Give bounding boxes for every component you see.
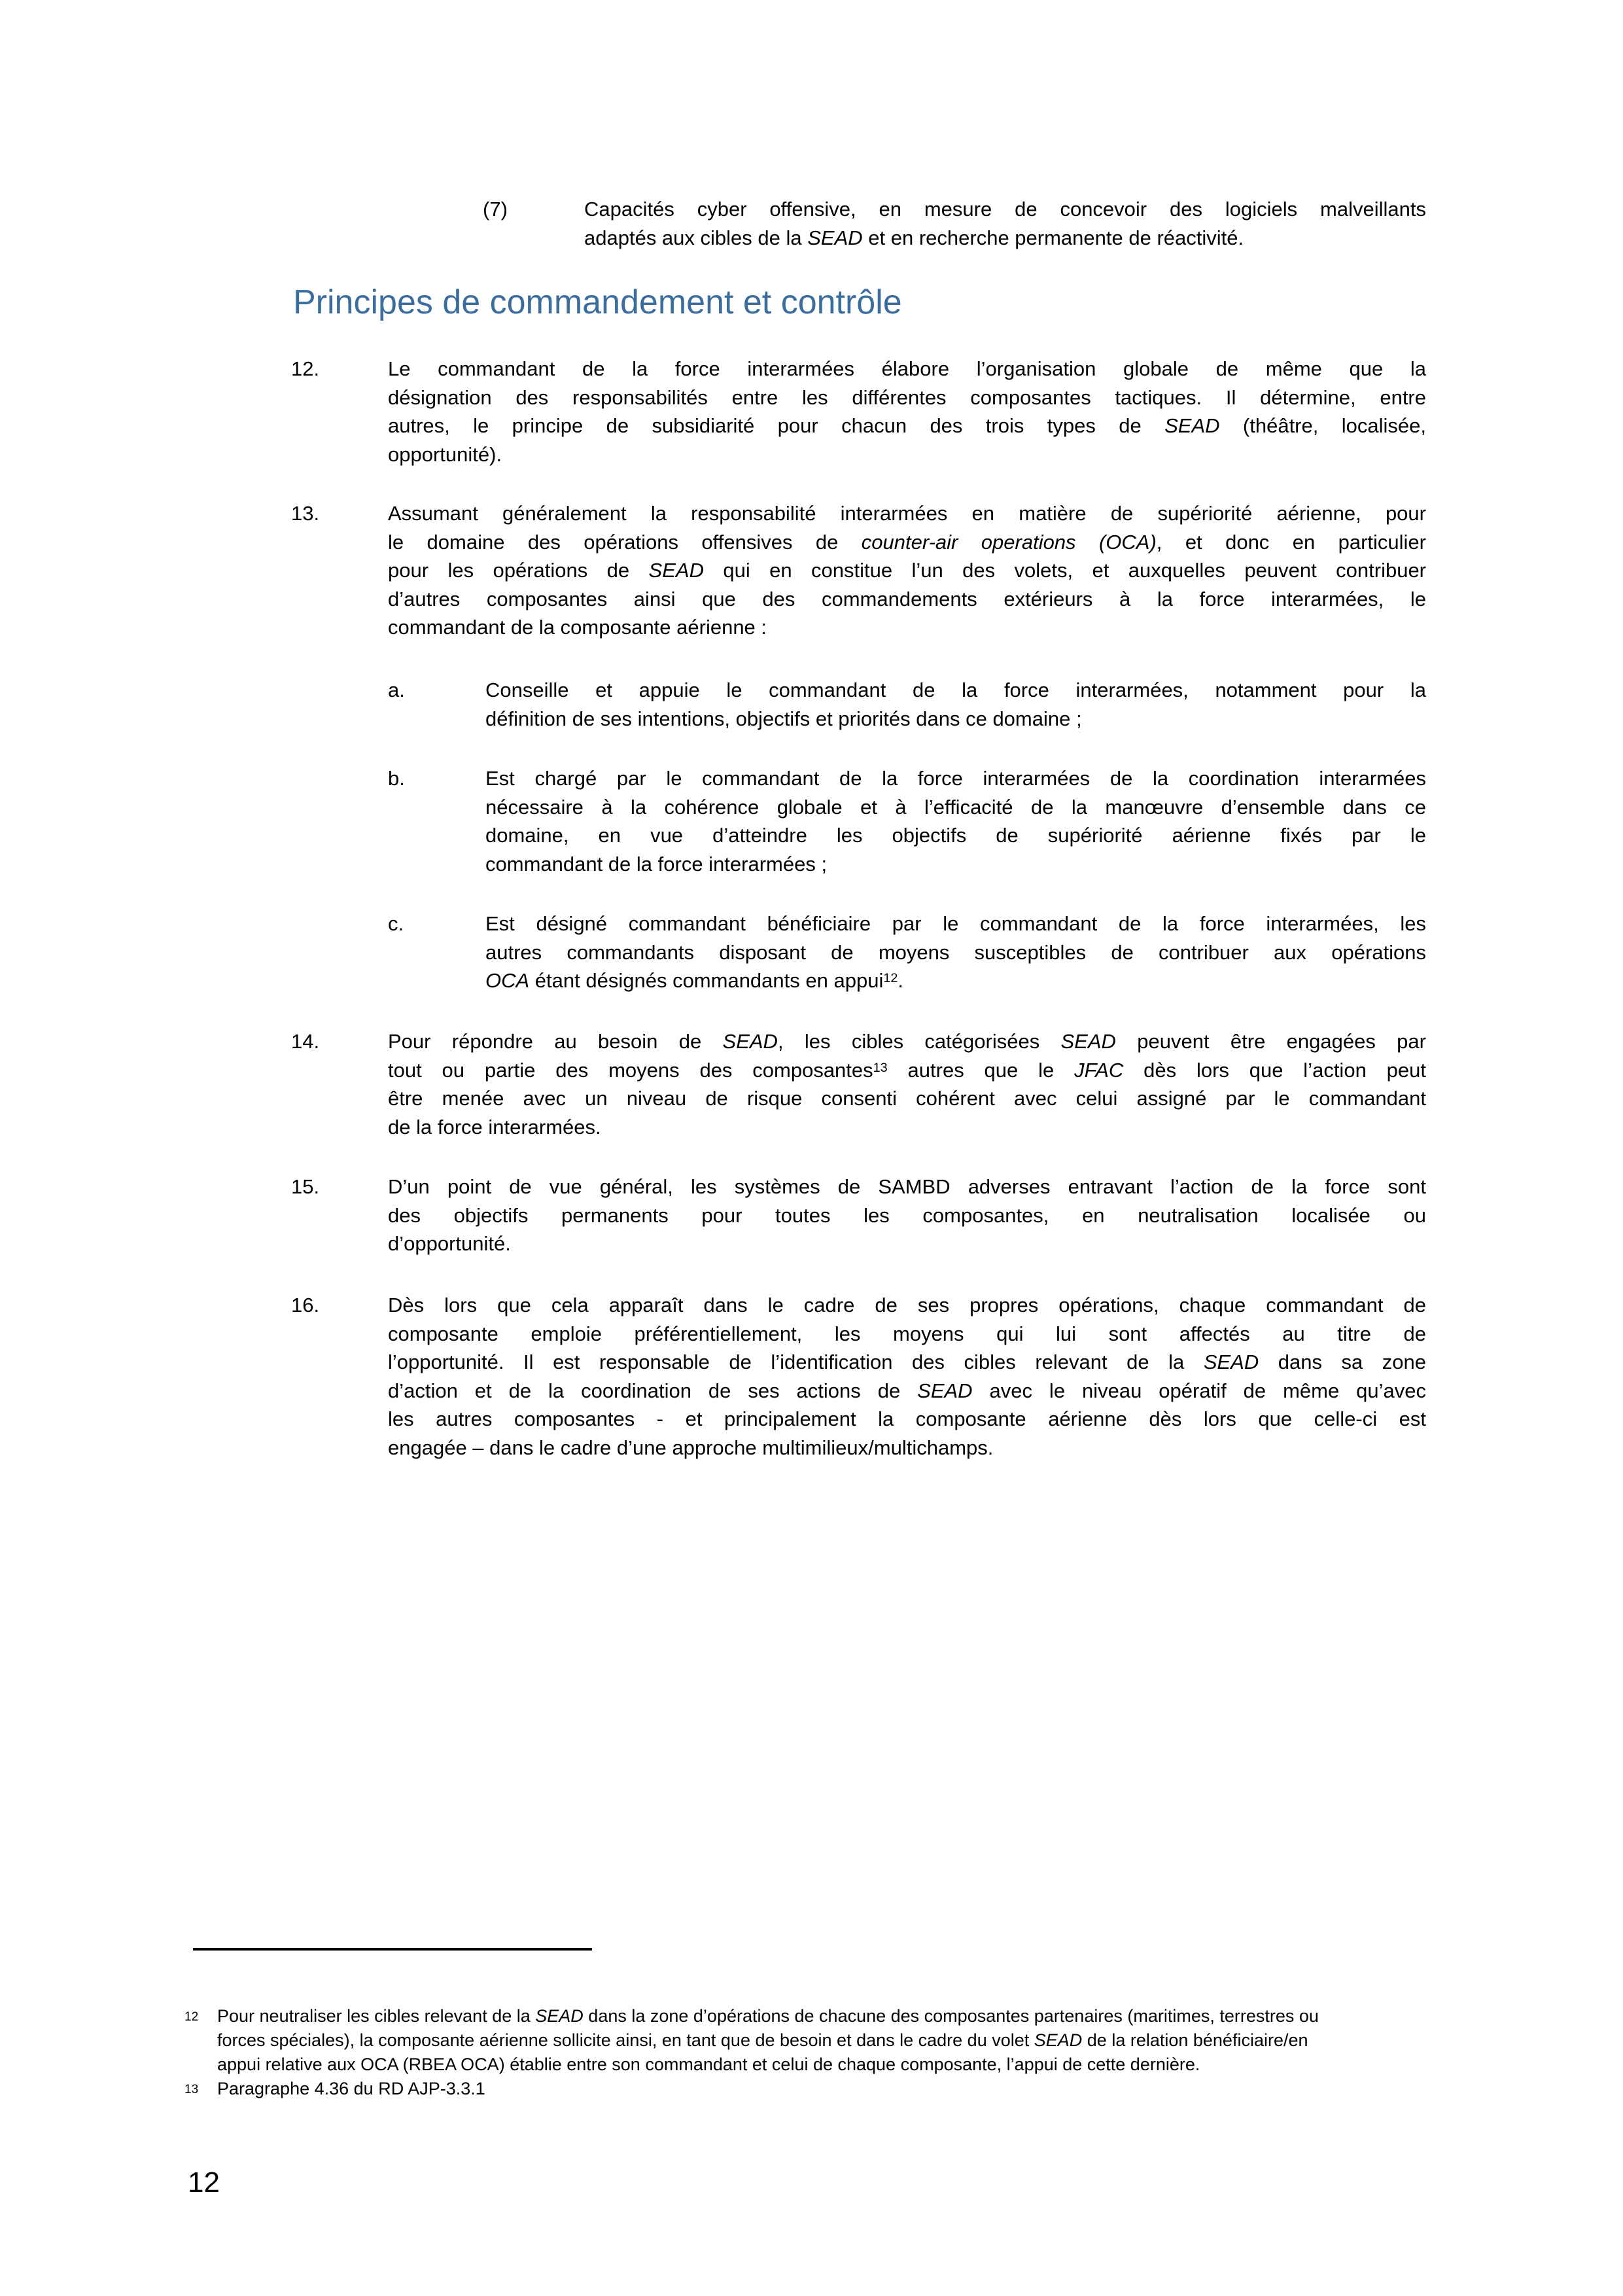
text-segment: commandant de la force interarmées ;: [485, 852, 828, 875]
text-line: [485, 910, 1426, 938]
footnote-marker: 12: [184, 2010, 199, 2024]
section-heading: Principes de commandement et contrôle: [293, 283, 902, 321]
text-segment: Assumant généralement la responsabilité interarmées en matière de supériorité aérienne, pour: [388, 502, 1426, 525]
text-line: [388, 528, 1426, 557]
text-line: [388, 1027, 1426, 1056]
text-segment: , et donc en particulier: [1156, 530, 1426, 554]
italic-text: SEAD: [917, 1379, 973, 1402]
text-segment: tout ou partie des moyens des composantes: [388, 1058, 873, 1082]
footnote-marker: 13: [184, 2083, 199, 2096]
text-line: [388, 1056, 1426, 1085]
text-segment: étant désignés commandants en appui: [529, 969, 884, 992]
text-segment: pour les opérations de: [388, 559, 649, 582]
text-segment: commandant de la composante aérienne :: [388, 616, 767, 639]
item-label: 15.: [291, 1175, 320, 1198]
footnote-reference: 13: [873, 1060, 888, 1075]
text-segment: engagée – dans le cadre d’une approche multimilieux/multichamps.: [388, 1436, 994, 1459]
item-label: 13.: [291, 502, 320, 525]
sub-item-sub-a: [388, 676, 1426, 733]
text-line: [388, 585, 1426, 614]
text-segment: d’autres composantes ainsi que des commandements extérieurs à la force interarmées, le: [388, 587, 1426, 610]
text-segment: .: [898, 969, 904, 992]
item-label: 12.: [291, 357, 320, 380]
text-segment: Dès lors que cela apparaît dans le cadre de ses propres opérations, chaque commandant de: [388, 1294, 1426, 1316]
text-segment: l’opportunité. Il est responsable de l’identification des cibles relevant de la: [388, 1351, 1204, 1373]
text-segment: Conseille et appuie le commandant de la force interarmées, notamment pour la: [485, 679, 1426, 701]
sub-item-sub-c: [388, 910, 1426, 995]
text-segment: le domaine des opérations offensives de: [388, 530, 862, 554]
footnote-13: [184, 2077, 1436, 2101]
text-segment: Pour répondre au besoin de: [388, 1030, 723, 1053]
item-label: c.: [388, 912, 404, 935]
italic-text: SEAD: [1034, 2030, 1083, 2050]
item-label: a.: [388, 679, 405, 701]
text-segment: désignation des responsabilités entre les différentes composantes tactiques. Il détermine, entre: [388, 385, 1426, 409]
footnote-separator: [193, 1948, 592, 1951]
text-segment: composante emploie préférentiellement, les moyens qui lui sont affectés au titre de: [388, 1322, 1426, 1345]
list-item-item-7: [483, 195, 1426, 252]
text-segment: autres que le: [887, 1058, 1075, 1082]
text-segment: définition de ses intentions, objectifs et priorités dans ce domaine ;: [485, 707, 1082, 730]
text-line: [485, 676, 1426, 705]
italic-text: SEAD: [807, 226, 863, 249]
text-line: [485, 764, 1426, 793]
text-line: [485, 966, 1426, 995]
text-line: [584, 195, 1426, 224]
text-segment: dans sa zone: [1259, 1351, 1427, 1373]
italic-text: counter-air operations (OCA): [861, 530, 1157, 554]
text-segment: autres, le principe de subsidiarité pour chacun des trois types de: [388, 414, 1165, 437]
text-segment: Paragraphe 4.36 du RD AJP-3.3.1: [217, 2079, 485, 2098]
footnote-line: [217, 2077, 1436, 2101]
text-line: [485, 850, 1426, 879]
text-segment: D’un point de vue général, les systèmes de SAMBD adverses entravant l’action de la force sont: [388, 1175, 1426, 1198]
text-line: [388, 499, 1426, 528]
italic-text: SEAD: [648, 559, 704, 582]
text-segment: Est chargé par le commandant de la force interarmées de la coordination interarmées: [485, 767, 1426, 790]
text-line: [485, 793, 1426, 822]
text-segment: , les cibles catégorisées: [777, 1030, 1061, 1053]
text-segment: avec le niveau opératif de même qu’avec: [972, 1379, 1426, 1402]
text-line: [388, 440, 1426, 469]
italic-text: SEAD: [1203, 1351, 1259, 1373]
text-segment: d’opportunité.: [388, 1232, 511, 1255]
text-line: [388, 1320, 1426, 1349]
text-segment: les autres composantes - et principalement la composante aérienne dès lors que celle-ci est: [388, 1407, 1426, 1430]
italic-text: SEAD: [535, 2006, 584, 2026]
text-line: [388, 1291, 1426, 1320]
text-segment: être menée avec un niveau de risque consenti cohérent avec celui assigné par le commandant: [388, 1087, 1426, 1110]
text-line: [388, 1348, 1426, 1377]
text-line: [388, 355, 1426, 383]
text-line: [388, 1201, 1426, 1230]
footnotes: [184, 2004, 1436, 2101]
italic-text: JFAC: [1074, 1058, 1124, 1082]
text-line: [485, 821, 1426, 850]
item-label: 14.: [291, 1030, 320, 1053]
text-line: [485, 705, 1426, 733]
footnote-line: [217, 2053, 1436, 2077]
numbered-p12: [291, 355, 1426, 468]
text-segment: dans la zone d’opérations de chacune des composantes partenaires (maritimes, terrestres ou: [583, 2006, 1319, 2026]
numbered-p13: [291, 499, 1426, 642]
text-line: [388, 1173, 1426, 1201]
numbered-p14: [291, 1027, 1426, 1141]
italic-text: OCA: [485, 969, 530, 992]
italic-text: SEAD: [722, 1030, 778, 1053]
text-line: [388, 1405, 1426, 1434]
text-line: [388, 1113, 1426, 1142]
text-segment: opportunité).: [388, 442, 502, 466]
numbered-p16: [291, 1291, 1426, 1462]
text-segment: autres commandants disposant de moyens susceptibles de contribuer aux opérations: [485, 940, 1426, 964]
footnote-line: [217, 2004, 1436, 2028]
text-segment: Le commandant de la force interarmées élabore l’organisation globale de même que la: [388, 357, 1426, 380]
text-segment: Est désigné commandant bénéficiaire par le commandant de la force interarmées, les: [485, 912, 1426, 935]
page-number: 12: [188, 2166, 220, 2199]
item-label: (7): [483, 198, 508, 221]
italic-text: SEAD: [1164, 414, 1220, 437]
text-segment: adaptés aux cibles de la: [584, 226, 808, 249]
text-line: [388, 556, 1426, 585]
text-segment: forces spéciales), la composante aérienne sollicite ainsi, en tant que de besoin et dans le cadre du volet: [217, 2030, 1034, 2050]
text-segment: et en recherche permanente de réactivité.: [862, 226, 1244, 249]
footnote-line: [217, 2028, 1436, 2053]
text-line: [584, 224, 1426, 253]
text-line: [388, 412, 1426, 440]
text-segment: domaine, en vue d’atteindre les objectifs de supériorité aérienne fixés par le: [485, 824, 1426, 847]
text-segment: de la force interarmées.: [388, 1115, 601, 1139]
text-segment: de la relation bénéficiaire/en: [1082, 2030, 1308, 2050]
text-segment: d’action et de la coordination de ses actions de: [388, 1379, 918, 1402]
text-segment: Capacités cyber offensive, en mesure de concevoir des logiciels malveillants: [584, 198, 1426, 221]
sub-item-sub-b: [388, 764, 1426, 878]
text-line: [388, 613, 1426, 642]
text-line: [388, 1229, 1426, 1258]
footnote-reference: 12: [883, 971, 898, 986]
text-line: [485, 938, 1426, 967]
text-segment: qui en constitue l’un des volets, et auxquelles peuvent contribuer: [703, 559, 1427, 582]
item-label: 16.: [291, 1294, 320, 1316]
item-label: b.: [388, 767, 405, 790]
text-segment: Pour neutraliser les cibles relevant de la: [217, 2006, 536, 2026]
text-segment: nécessaire à la cohérence globale et à l’efficacité de la manœuvre d’ensemble dans ce: [485, 795, 1426, 819]
text-line: [388, 1434, 1426, 1462]
text-segment: (théâtre, localisée,: [1219, 414, 1426, 437]
numbered-p15: [291, 1173, 1426, 1258]
text-line: [388, 383, 1426, 412]
text-line: [388, 1377, 1426, 1405]
text-segment: dès lors que l’action peut: [1123, 1058, 1426, 1082]
italic-text: SEAD: [1060, 1030, 1116, 1053]
text-segment: peuvent être engagées par: [1115, 1030, 1426, 1053]
text-line: [388, 1084, 1426, 1113]
text-segment: des objectifs permanents pour toutes les composantes, en neutralisation localisée ou: [388, 1203, 1426, 1227]
footnote-12: [184, 2004, 1436, 2077]
text-segment: appui relative aux OCA (RBEA OCA) établie entre son commandant et celui de chaque composante, l’appui de cette dernière.: [217, 2055, 1200, 2074]
